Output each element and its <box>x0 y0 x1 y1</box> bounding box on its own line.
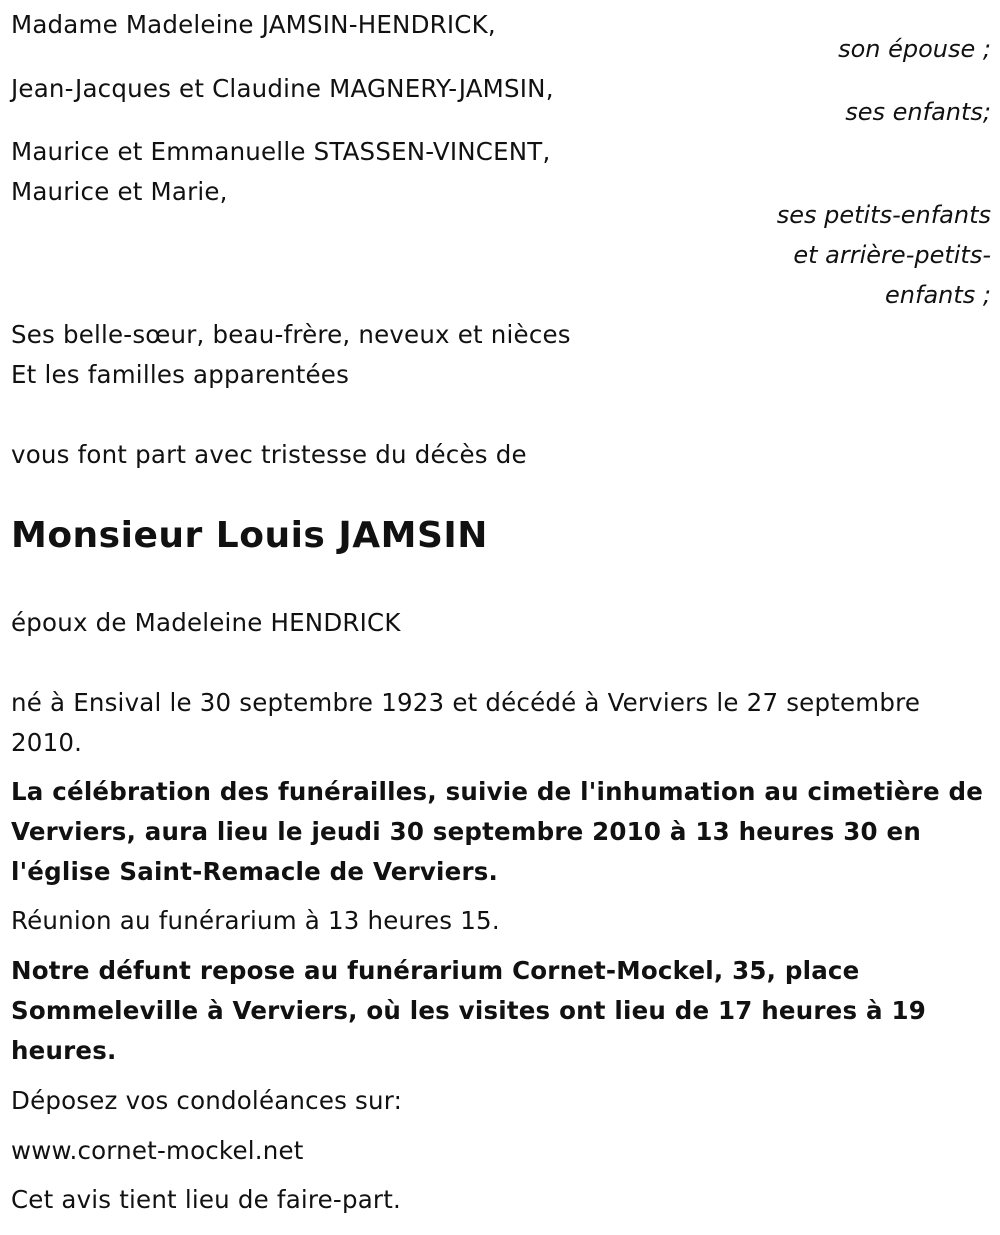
grandchildren-role-1: ses petits-enfants <box>776 201 991 229</box>
deceased-name: Monsieur Louis JAMSIN <box>11 515 488 556</box>
repose-details: Notre défunt repose au funérarium Cornet-Mockel, 35, place Sommeleville à Verviers, où les visites ont lieu de 17 heures à 19 heures. <box>11 956 926 1065</box>
obituary-notice <box>11 0 991 1235</box>
condolences-label: Déposez vos condoléances sur: <box>11 1086 403 1115</box>
grandchildren-name-1: Maurice et Emmanuelle STASSEN-VINCENT, <box>11 137 551 166</box>
closing-note: Cet avis tient lieu de faire-part. <box>11 1185 401 1214</box>
grandchildren-role-2: et arrière-petits- <box>793 241 991 269</box>
meeting-info: Réunion au funérarium à 13 heures 15. <box>11 906 500 935</box>
spouse-of: époux de Madeleine HENDRICK <box>11 608 401 637</box>
spouse-name: Madame Madeleine JAMSIN-HENDRICK, <box>11 10 496 39</box>
grandchildren-role-3: enfants ; <box>885 281 991 309</box>
birth-death: né à Ensival le 30 septembre 1923 et décédé à Verviers le 27 septembre 2010. <box>11 688 921 757</box>
funeral-details: La célébration des funérailles, suivie de l'inhumation au cimetière de Verviers, aura lieu le jeudi 30 septembre 2010 à 13 heures 30 en l'église Saint-Remacle de Verviers. <box>11 777 984 886</box>
relatives-line-2: Et les familles apparentées <box>11 360 350 389</box>
website-link[interactable]: www.cornet-mockel.net <box>11 1136 304 1165</box>
announcement-intro: vous font part avec tristesse du décès de <box>11 440 527 469</box>
spouse-role: son épouse ; <box>838 35 991 63</box>
grandchildren-name-2: Maurice et Marie, <box>11 177 228 206</box>
children-name: Jean-Jacques et Claudine MAGNERY-JAMSIN, <box>11 74 554 103</box>
relatives-line-1: Ses belle-sœur, beau-frère, neveux et nièces <box>11 320 571 349</box>
children-role: ses enfants; <box>845 98 991 126</box>
